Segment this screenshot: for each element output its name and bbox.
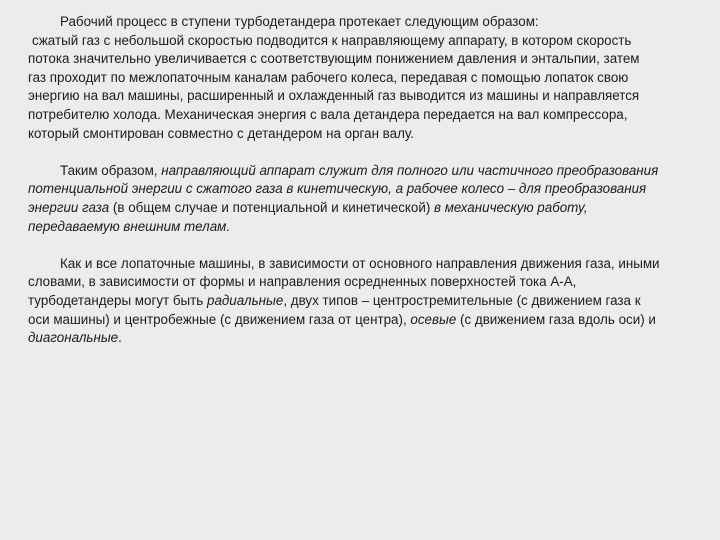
paragraph-line xyxy=(28,199,696,218)
paragraph-classification xyxy=(28,255,696,348)
paragraph-line xyxy=(28,180,696,199)
italic-text-run: энергии газа xyxy=(28,199,110,215)
italic-text-run: передаваемую внешним телам. xyxy=(28,218,231,234)
italic-text-run: осевые xyxy=(410,311,457,327)
paragraph-line: словами, в зависимости от формы и направления осредненных поверхностей тока А-А, xyxy=(28,274,577,290)
text-run: . xyxy=(118,330,122,346)
paragraph-line xyxy=(28,162,696,181)
text-run: (с движением газа вдоль оси) и xyxy=(456,311,656,327)
paragraph-line xyxy=(28,311,696,330)
italic-text-run: направляющий аппарат служит для полного или частичного преобразования xyxy=(161,162,659,178)
text-run: , двух типов – центростремительные (с движением газа к xyxy=(283,292,641,308)
paragraph-conclusion xyxy=(28,162,696,236)
text-run: турбодетандеры могут быть xyxy=(28,292,208,308)
paragraph-line xyxy=(28,218,696,237)
paragraph-line: который смонтирован совместно с детандером на орган валу. xyxy=(28,125,414,141)
paragraph-line: газ проходит по межлопаточным каналам рабочего колеса, передавая с помощью лопаток свою xyxy=(28,69,629,85)
italic-text-run: в механическую работу, xyxy=(434,199,588,215)
text-run: (в общем случае и потенциальной и кинетической) xyxy=(109,199,435,215)
italic-text-run: диагональные xyxy=(28,330,119,346)
paragraph-line: Рабочий процесс в ступени турбодетандера протекает следующим образом: xyxy=(60,14,539,29)
text-run: оси машины) и центробежные (с движением газа от центра), xyxy=(28,311,411,327)
paragraph-line xyxy=(28,329,696,348)
paragraph-line: сжатый газ с небольшой скоростью подводится к направляющему аппарату, в котором скорость xyxy=(32,32,632,48)
paragraph-line xyxy=(28,292,696,311)
paragraph-line: энергию на вал машины, расширенный и охлажденный газ выводится из машины и направляется xyxy=(28,88,640,104)
text-run: Таким образом, xyxy=(60,162,162,178)
paragraph-line: потока значительно увеличивается с соответствующим понижением давления и энтальпии, затем xyxy=(28,51,640,67)
paragraph-line: Как и все лопаточные машины, в зависимости от основного направления движения газа, иными xyxy=(60,255,660,271)
italic-text-run: потенциальной энергии с сжатого газа в кинетическую, а рабочее колесо – для преобразования xyxy=(28,181,647,197)
italic-text-run: радиальные xyxy=(207,292,284,308)
paragraph-process xyxy=(28,13,696,143)
paragraph-line: потребителю холода. Механическая энергия с вала детандера передается на вал компрессора, xyxy=(28,106,628,122)
